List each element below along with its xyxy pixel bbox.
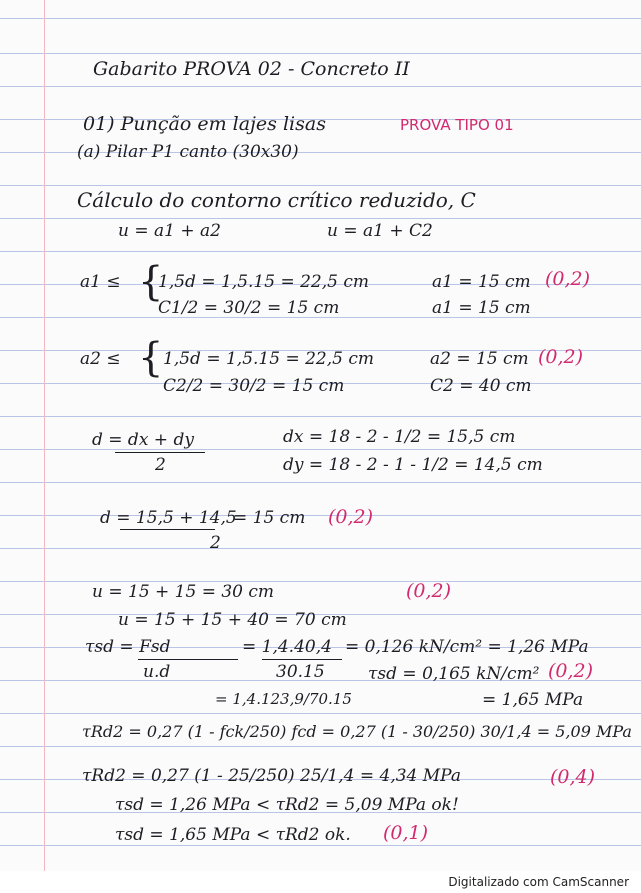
score-badge: (0,2) — [538, 346, 584, 368]
tsd-result-1: = 0,126 kN/cm² = 1,26 MPa — [345, 637, 589, 657]
a1-result1: a1 = 15 cm — [432, 272, 531, 292]
d-calc-numerator: d = 15,5 + 14,5 — [100, 508, 237, 528]
exam-type-tag: PROVA TIPO 01 — [400, 116, 514, 134]
a1-line1: 1,5d = 1,5.15 = 22,5 cm — [158, 272, 369, 292]
tsd-frac-denominator: 30.15 — [276, 662, 325, 682]
tsd-denominator: u.d — [143, 662, 171, 682]
tsd-mpa: = 1,65 MPa — [482, 690, 584, 710]
score-badge: (0,2) — [328, 506, 374, 528]
trd-line-2: τRd2 = 0,27 (1 - 25/250) 25/1,4 = 4,34 MPa — [82, 766, 461, 786]
u-formula-right: u = a1 + C2 — [327, 221, 433, 241]
tsd-result-2: τsd = 0,165 kN/cm² — [368, 664, 540, 684]
fraction-bar — [138, 659, 238, 660]
item-a: (a) Pilar P1 canto (30x30) — [77, 142, 299, 162]
tsd-numerator: τsd = Fsd — [85, 637, 171, 657]
score-badge: (0,4) — [550, 766, 596, 788]
tsd-alternative: = 1,4.123,9/70.15 — [215, 690, 352, 708]
dx-line: dx = 18 - 2 - 1/2 = 15,5 cm — [283, 427, 516, 447]
page-title: Gabarito PROVA 02 - Concreto II — [93, 58, 410, 80]
a2-line2: C2/2 = 30/2 = 15 cm — [163, 376, 345, 396]
check-line-2: τsd = 1,65 MPa < τRd2 ok. — [115, 825, 351, 845]
a1-label: a1 ≤ — [80, 272, 121, 292]
question-heading: 01) Punção em lajes lisas — [83, 113, 326, 135]
trd-line: τRd2 = 0,27 (1 - fck/250) fcd = 0,27 (1 - 30/250) 30/1,4 = 5,09 MPa — [82, 722, 632, 741]
a2-line1: 1,5d = 1,5.15 = 22,5 cm — [163, 349, 374, 369]
d-calc-result: = 15 cm — [233, 508, 306, 528]
u-formula-left: u = a1 + a2 — [118, 221, 221, 241]
score-badge: (0,2) — [548, 660, 594, 682]
calc-title: Cálculo do contorno crítico reduzido, C — [77, 188, 476, 212]
a1-line2: C1/2 = 30/2 = 15 cm — [158, 298, 340, 318]
brace-icon: { — [138, 259, 164, 305]
d-calc-denominator: 2 — [210, 533, 221, 553]
check-line-1: τsd = 1,26 MPa < τRd2 = 5,09 MPa ok! — [115, 795, 459, 815]
margin-line — [44, 0, 45, 893]
brace-icon: { — [138, 335, 164, 381]
score-badge: (0,2) — [545, 268, 591, 290]
tsd-frac-numerator: = 1,4.40,4 — [242, 637, 332, 657]
u-calc-1: u = 15 + 15 = 30 cm — [92, 582, 275, 602]
a2-result1: a2 = 15 cm — [430, 349, 529, 369]
fraction-bar — [120, 529, 215, 530]
score-badge: (0,2) — [406, 580, 452, 602]
a2-result2: C2 = 40 cm — [430, 376, 532, 396]
a2-label: a2 ≤ — [80, 349, 121, 369]
fraction-bar — [262, 659, 342, 660]
fraction-bar — [115, 452, 205, 453]
footer-watermark: Digitalizado com CamScanner — [0, 871, 641, 893]
dy-line: dy = 18 - 2 - 1 - 1/2 = 14,5 cm — [283, 455, 543, 475]
a1-result2: a1 = 15 cm — [432, 298, 531, 318]
u-calc-2: u = 15 + 15 + 40 = 70 cm — [118, 610, 347, 630]
d-formula-denominator: 2 — [155, 455, 166, 475]
score-badge: (0,1) — [383, 822, 429, 844]
d-formula-numerator: d = dx + dy — [92, 430, 194, 450]
